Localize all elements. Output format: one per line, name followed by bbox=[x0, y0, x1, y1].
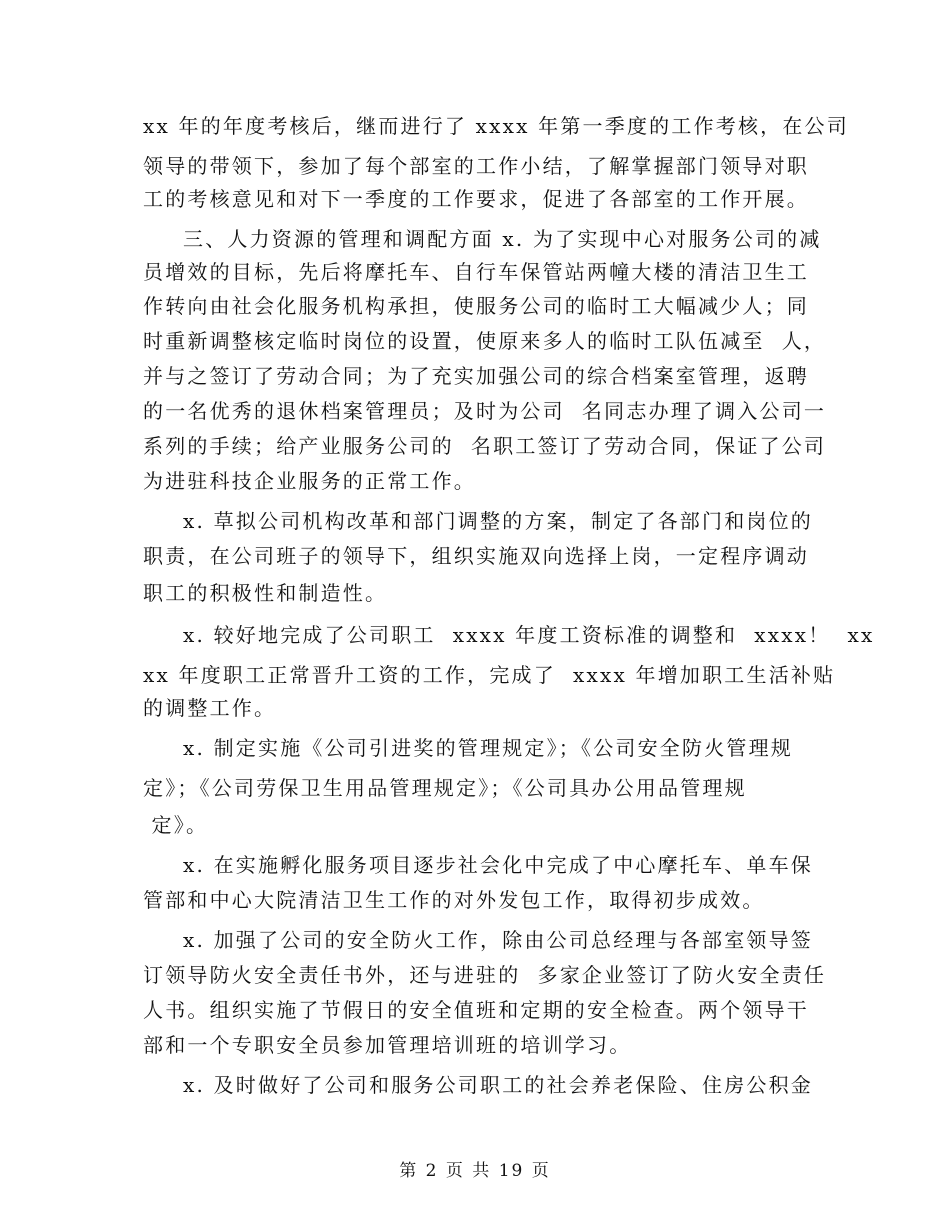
text-line: 部和一个专职安全员参加管理培训班的培训学习。 bbox=[143, 1033, 632, 1057]
text-line: 时重新调整核定临时岗位的设置，使原来多人的临时工队伍减至 人， bbox=[143, 329, 827, 353]
text-line: xx 年的年度考核后，继而进行了 xxxx 年第一季度的工作考核，在公司 bbox=[143, 114, 849, 138]
text-line: 并与之签订了劳动合同；为了充实加强公司的综合档案室管理，返聘 bbox=[143, 364, 809, 388]
paragraph-start-line: x. 制定实施《公司引进奖的管理规定》；《公司安全防火管理规 bbox=[183, 736, 793, 760]
text-line: 的调整工作。 bbox=[143, 696, 277, 720]
text-line: 人书。组织实施了节假日的安全值班和定期的安全检查。两个领导干 bbox=[143, 998, 809, 1022]
text-line: 员增效的目标，先后将摩托车、自行车保管站两幢大楼的清洁卫生工 bbox=[143, 260, 809, 284]
text-line: 领导的带领下，参加了每个部室的工作小结，了解掌握部门领导对职 bbox=[143, 154, 809, 178]
paragraph-start-line: x. 在实施孵化服务项目逐步社会化中完成了中心摩托车、单车保 bbox=[183, 853, 813, 877]
text-line: 职工的积极性和制造性。 bbox=[143, 581, 388, 605]
text-line: xx 年度职工正常晋升工资的工作，完成了 xxxx 年增加职工生活补贴 bbox=[143, 663, 836, 687]
text-line: 的一名优秀的退休档案管理员；及时为公司 名同志办理了调入公司一 bbox=[143, 399, 827, 423]
page-number-footer: 第 2 页 共 19 页 bbox=[399, 1161, 551, 1181]
paragraph-start-line: x. 较好地完成了公司职工 xxxx 年度工资标准的调整和 xxxx！ xx bbox=[183, 623, 875, 647]
text-line: 订领导防火安全责任书外，还与进驻的 多家企业签订了防火安全责任 bbox=[143, 963, 827, 987]
text-line: 为进驻科技企业服务的正常工作。 bbox=[143, 469, 476, 493]
paragraph-start-line: x. 加强了公司的安全防火工作，除由公司总经理与各部室领导签 bbox=[183, 928, 813, 952]
text-line: 作转向由社会化服务机构承担，使服务公司的临时工大幅减少人；同 bbox=[143, 294, 809, 318]
paragraph-start-line: x. 草拟公司机构改革和部门调整的方案，制定了各部门和岗位的 bbox=[183, 509, 813, 533]
text-line: 定》。 bbox=[143, 813, 209, 837]
paragraph-start-line: 三、人力资源的管理和调配方面 x. 为了实现中心对服务公司的减 bbox=[183, 227, 822, 251]
text-line: 管部和中心大院清洁卫生工作的对外发包工作，取得初步成效。 bbox=[143, 888, 765, 912]
text-line: 工的考核意见和对下一季度的工作要求，促进了各部室的工作开展。 bbox=[143, 187, 809, 211]
text-line: 系列的手续；给产业服务公司的 名职工签订了劳动合同，保证了公司 bbox=[143, 434, 827, 458]
text-line: 定》；《公司劳保卫生用品管理规定》；《公司具办公用品管理规 bbox=[143, 776, 747, 800]
paragraph-start-line: x. 及时做好了公司和服务公司职工的社会养老保险、住房公积金 bbox=[183, 1073, 813, 1097]
text-line: 职责，在公司班子的领导下，组织实施双向选择上岗，一定程序调动 bbox=[143, 544, 809, 568]
